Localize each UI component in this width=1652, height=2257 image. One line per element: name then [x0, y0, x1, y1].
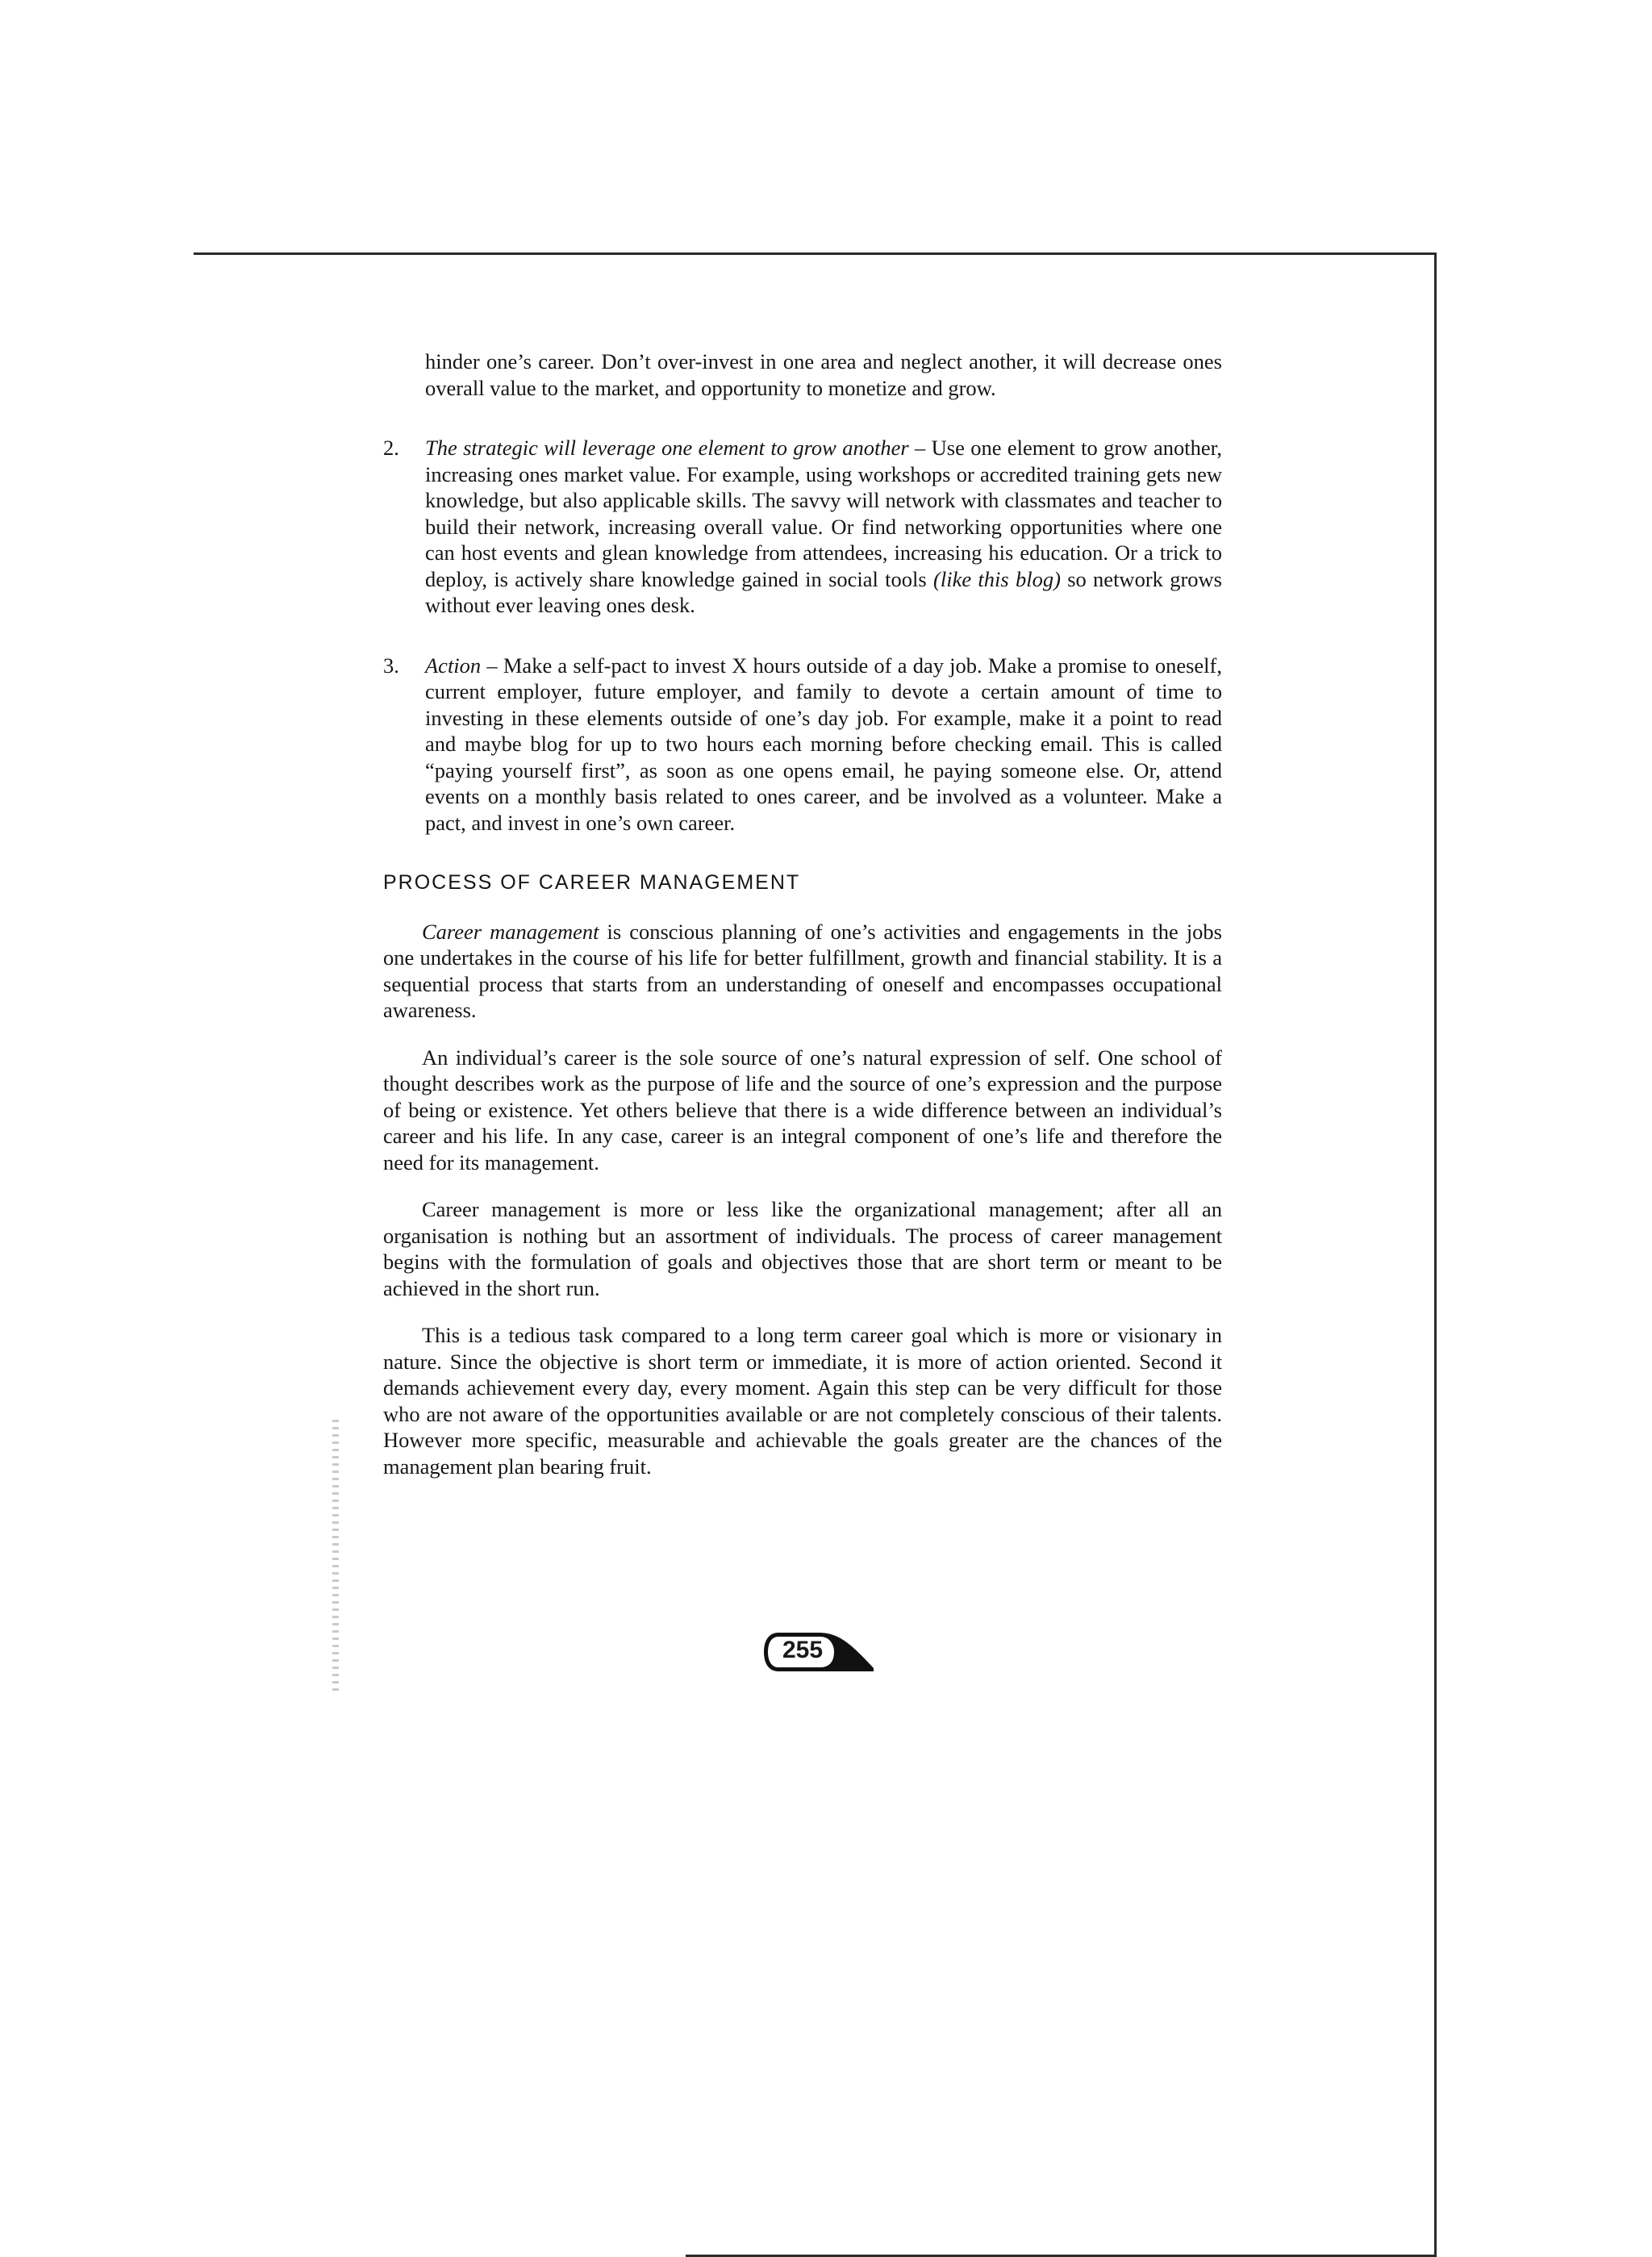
- list-item-title: Action: [425, 653, 482, 678]
- page-border-right: [1434, 252, 1437, 2257]
- list-item-title: The strategic will leverage one element to grow another: [425, 436, 909, 460]
- body-paragraph-4: This is a tedious task compared to a long term career goal which is more or visionary in nature. Since the objective is short term or immediate, it is more of action oriented. Second it demands achievement every day, every moment. Again this step can be very difficult for those who are not aware of the opportunities available or are not completely conscious of their talents. However more specific, measurable and achievable the goals greater are the chances of the management plan bearing fruit.: [383, 1323, 1222, 1479]
- page-number-badge: [762, 1629, 875, 1675]
- continued-paragraph: hinder one’s career. Don’t over-invest in one area and neglect another, it will decrease ones overall value to the market, and opportunity to monetize and grow.: [425, 349, 1222, 400]
- page-number: 255: [782, 1637, 824, 1663]
- list-item-2: [383, 435, 1222, 619]
- body-paragraph-3: Career management is more or less like the organizational management; after all an organisation is nothing but an assortment of individuals. The process of career management begins with the formulation of goals and objectives those that are short term or meant to be achieved in the short run.: [383, 1197, 1222, 1300]
- list-item-text: – Use one element to grow another, increasing ones market value. For example, using workshops or accredited training gets new knowledge, but also applicable skills. The savvy will network with classmates and teacher to build their network, increasing overall value. Or find networking opportunities where one can host events and glean knowledge from attendees, increasing his education. Or a trick to deploy, is actively share knowledge gained in social tools: [425, 436, 1222, 591]
- paragraph-text: is conscious planning of one’s activities and engagements in the jobs one undertakes in the course of his life for better fulfillment, growth and financial stability. It is a sequential process that starts from an understanding of oneself and encompasses occupational awareness.: [383, 919, 1222, 1022]
- list-number: 2.: [383, 436, 399, 460]
- body-paragraph-2: An individual’s career is the sole source of one’s natural expression of self. One school of thought describes work as the purpose of life and the source of one’s expression and the purpose of being or existence. Yet others believe that there is a wide difference between an individual’s career and his life. In any case, career is an integral component of one’s life and therefore the need for its management.: [383, 1045, 1222, 1174]
- list-number: 3.: [383, 653, 399, 678]
- list-item-3: [383, 653, 1222, 836]
- list-item-text-end: so network grows without ever leaving ones desk.: [425, 566, 1222, 617]
- scan-edge-artifact: [332, 1420, 339, 1694]
- paragraph-lead-emphasis: Career management: [422, 919, 599, 944]
- body-paragraph-1: [383, 919, 1222, 1024]
- inline-emphasis: (like this blog): [933, 566, 1061, 591]
- section-heading: PROCESS OF CAREER MANAGEMENT: [383, 871, 801, 894]
- page-border-top: [194, 252, 1436, 255]
- page-content: [383, 348, 1222, 1500]
- list-item-text: – Make a self-pact to invest X hours outside of a day job. Make a promise to oneself, current employer, future employer, and family to devote a certain amount of time to investing in these elements outside of one’s day job. For example, make it a point to read and maybe blog for up to two hours each morning before checking email. This is called “paying yourself first”, as soon as one opens email, he paying someone else. Or, attend events on a monthly basis related to ones career, and be involved as a volunteer. Make a pact, and invest in one’s own career.: [425, 653, 1222, 835]
